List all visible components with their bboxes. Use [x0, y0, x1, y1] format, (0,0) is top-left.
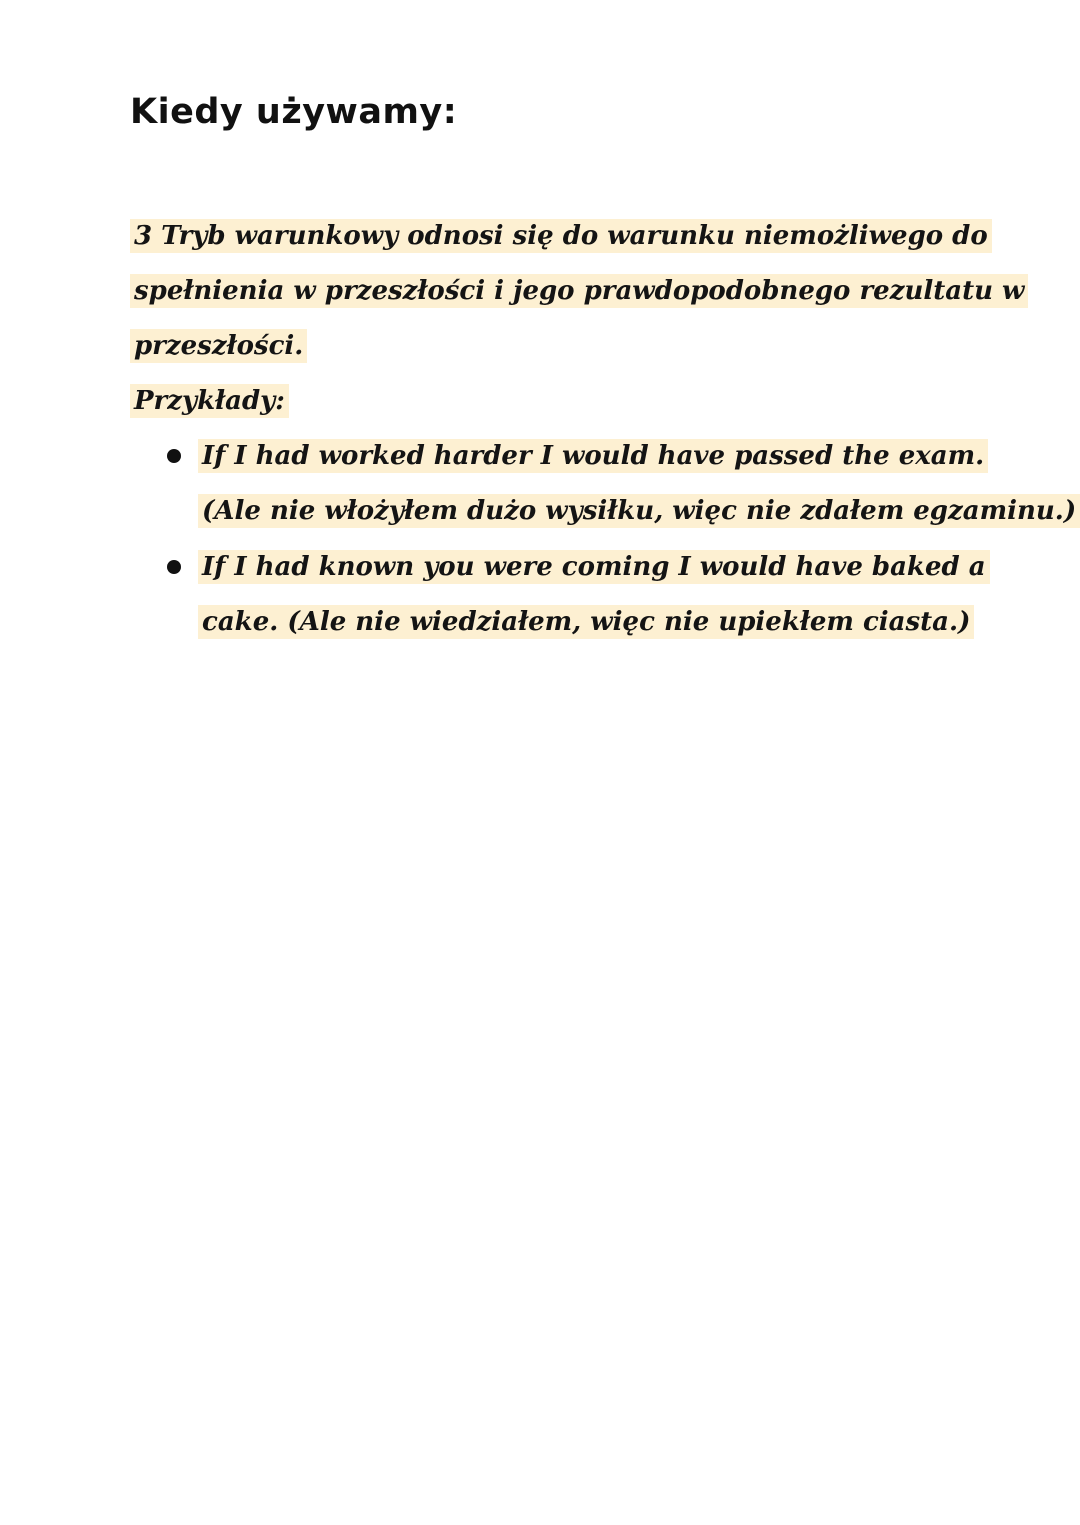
paragraph-line-1: [130, 212, 992, 260]
examples-label: [130, 377, 289, 425]
highlighted-text: przeszłości.: [130, 329, 307, 363]
highlighted-text: cake. (Ale nie wiedziałem, więc nie upiekłem ciasta.): [198, 605, 974, 639]
highlighted-text: spełnienia w przeszłości i jego prawdopodobnego rezultatu w: [130, 274, 1028, 308]
highlighted-text: If I had known you were coming I would have baked a: [198, 550, 990, 584]
paragraph-line-2: [130, 267, 1028, 315]
highlighted-text: If I had worked harder I would have passed the exam.: [198, 439, 988, 473]
paragraph-line-3: [130, 322, 307, 370]
bullet-icon: [167, 560, 181, 574]
highlighted-text: Przykłady:: [130, 384, 289, 418]
example-2-line-1: [198, 543, 990, 591]
example-2-line-2: [198, 598, 974, 646]
example-1-line-2: [198, 487, 1080, 535]
highlighted-text: 3 Tryb warunkowy odnosi się do warunku niemożliwego do: [130, 219, 992, 253]
example-1-line-1: [198, 432, 988, 480]
bullet-icon: [167, 449, 181, 463]
highlighted-text: (Ale nie włożyłem dużo wysiłku, więc nie zdałem egzaminu.): [198, 494, 1080, 528]
page-heading: Kiedy używamy:: [130, 92, 458, 132]
